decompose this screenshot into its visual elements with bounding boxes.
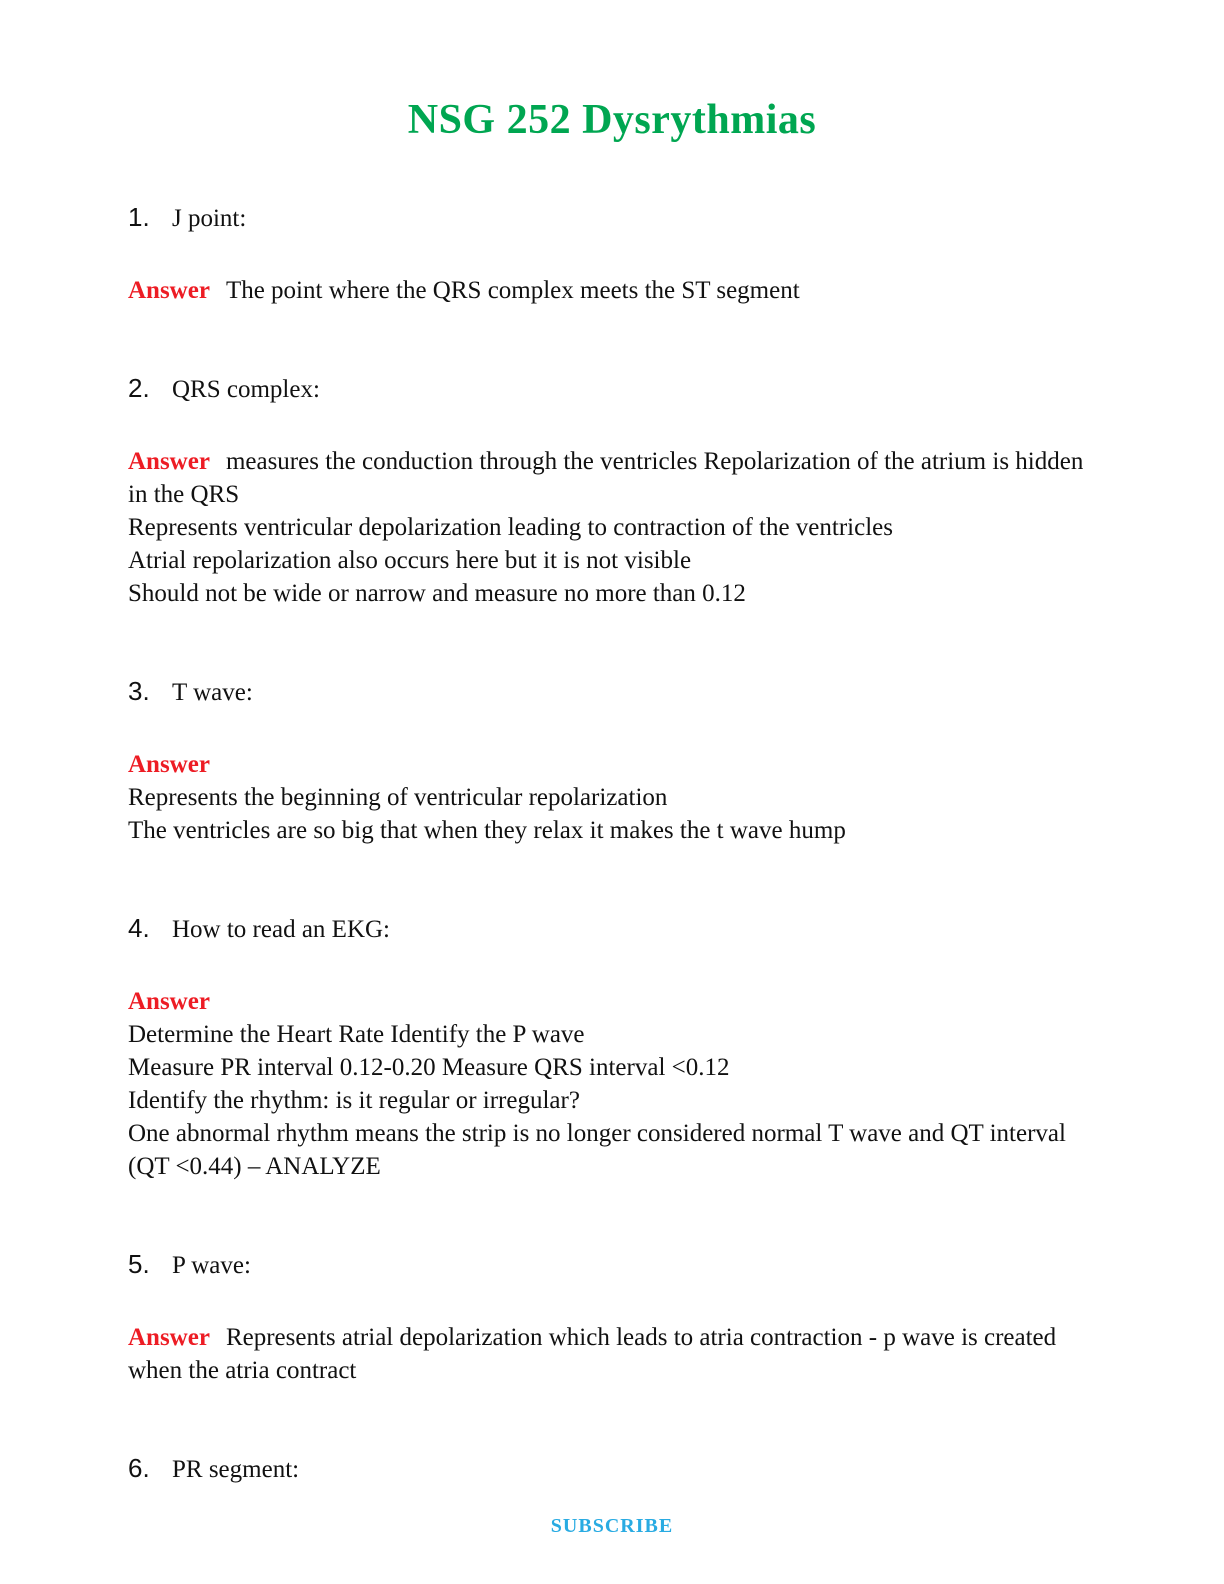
subscribe-link[interactable]: SUBSCRIBE [550, 1515, 674, 1537]
answer-label: Answer [128, 448, 210, 475]
question-number: 4. [128, 913, 150, 943]
question-line [128, 1249, 1096, 1281]
answer-line: Measure PR interval 0.12-0.20 Measure QRS interval <0.12 [128, 1054, 730, 1081]
answer-block [128, 445, 1096, 610]
qa-item-2 [128, 373, 1096, 610]
qa-item-4 [128, 913, 1096, 1183]
qa-item-1 [128, 202, 1096, 307]
answer-block [128, 985, 1096, 1183]
answer-label: Answer [128, 988, 210, 1015]
answer-block [128, 1321, 1096, 1387]
question-number: 6. [128, 1453, 150, 1483]
question-line [128, 913, 1096, 945]
answer-first-line [128, 748, 1096, 781]
question-text: PR segment: [172, 1456, 300, 1483]
answer-line: Determine the Heart Rate Identify the P wave [128, 1021, 585, 1048]
question-line [128, 202, 1096, 234]
answer-label: Answer [128, 1324, 210, 1351]
question-text: J point: [172, 205, 247, 232]
answer-block [128, 748, 1096, 847]
question-text: QRS complex: [172, 376, 320, 403]
question-text: T wave: [172, 679, 253, 706]
answer-first-line [128, 985, 1096, 1018]
answer-block [128, 274, 1096, 307]
answer-line: Represents ventricular depolarization leading to contraction of the ventricles [128, 514, 893, 541]
answer-line: Atrial repolarization also occurs here but it is not visible [128, 547, 692, 574]
question-line [128, 676, 1096, 708]
question-line [128, 1453, 1096, 1485]
question-number: 5. [128, 1249, 150, 1279]
answer-line: Should not be wide or narrow and measure no more than 0.12 [128, 580, 746, 607]
question-text: How to read an EKG: [172, 916, 390, 943]
question-number: 3. [128, 676, 150, 706]
answer-line: One abnormal rhythm means the strip is no longer considered normal T wave and QT interval (QT <0.44) – ANALYZE [128, 1120, 1066, 1180]
question-number: 2. [128, 373, 150, 403]
answer-inline-text: Represents atrial depolarization which leads to atria contraction - p wave is created when the atria contract [128, 1324, 1057, 1384]
question-text: P wave: [172, 1252, 251, 1279]
answer-inline-text: measures the conduction through the ventricles Repolarization of the atrium is hidden in the QRS [128, 448, 1084, 508]
answer-first-line [128, 1321, 1096, 1387]
answer-first-line [128, 445, 1096, 511]
answer-line: Represents the beginning of ventricular repolarization [128, 784, 668, 811]
answer-inline-text: The point where the QRS complex meets the ST segment [225, 277, 800, 304]
answer-line: The ventricles are so big that when they relax it makes the t wave hump [128, 817, 846, 844]
answer-label: Answer [128, 277, 210, 304]
page-title: NSG 252 Dysrythmias [407, 97, 817, 143]
answer-label: Answer [128, 751, 210, 778]
qa-item-3 [128, 676, 1096, 847]
answer-first-line [128, 274, 1096, 307]
question-number: 1. [128, 202, 150, 232]
answer-line: Identify the rhythm: is it regular or irregular? [128, 1087, 580, 1114]
qa-item-6 [128, 1453, 1096, 1485]
question-line [128, 373, 1096, 405]
qa-item-5 [128, 1249, 1096, 1387]
page-footer [0, 1515, 1224, 1538]
